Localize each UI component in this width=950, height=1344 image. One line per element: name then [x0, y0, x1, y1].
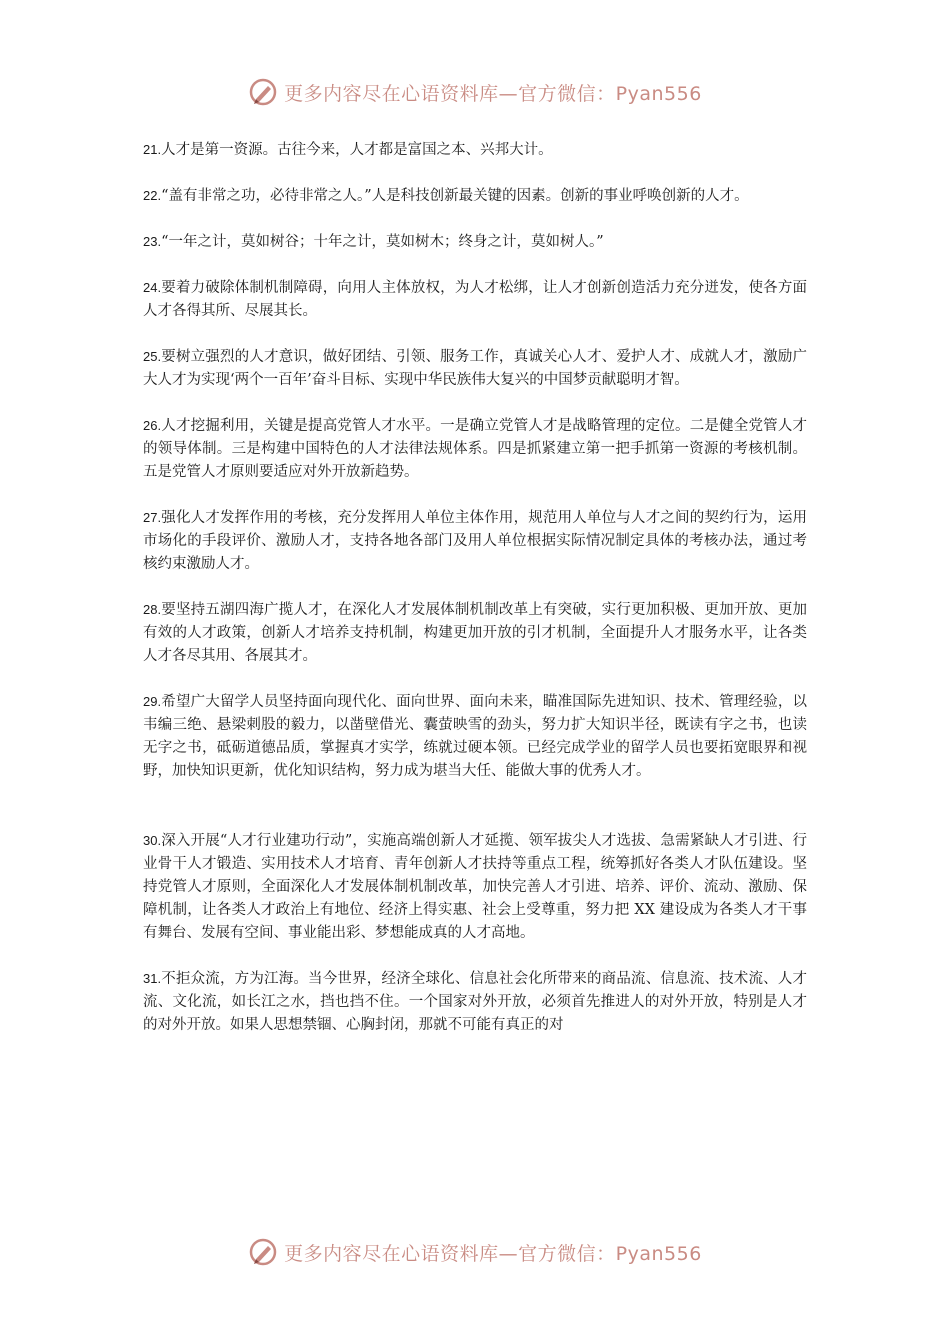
- paragraph-number: 30.: [143, 833, 162, 848]
- paragraph-number: 29.: [143, 694, 162, 709]
- footer-watermark-banner: [0, 1232, 950, 1272]
- paragraph-text: 要坚持五湖四海广揽人才，在深化人才发展体制机制改革上有突破，实行更加积极、更加开放、更加有效的人才政策，创新人才培养支持机制，构建更加开放的引才机制，全面提升人才服务水平，让各类人才各尽其用、各展其才。: [143, 602, 807, 664]
- paragraph-text: 深入开展“人才行业建功行动”，实施高端创新人才延揽、领军拔尖人才选拔、急需紧缺人才引进、行业骨干人才锻造、实用技术人才培育、青年创新人才扶持等重点工程，统筹抓好各类人才队伍建设。坚持党管人才原则，全面深化人才发展体制机制改革，加快完善人才引进、培养、评价、流动、激励、保障机制，让各类人才政治上有地位、经济上得实惠、社会上受尊重，努力把 XX 建设成为各类人才干事有舞台、发展有空间、事业能出彩、梦想能成真的人才高地。: [143, 833, 807, 941]
- paragraph-25: [143, 345, 807, 392]
- paragraph-number: 28.: [143, 602, 162, 617]
- pen-logo-icon: [248, 77, 278, 107]
- paragraph-text: 要树立强烈的人才意识，做好团结、引领、服务工作，真诚关心人才、爱护人才、成就人才，激励广大人才为实现‘两个一百年’奋斗目标、实现中华民族伟大复兴的中国梦贡献聪明才智。: [143, 349, 807, 388]
- footer-banner-text: 更多内容尽在心语资料库—官方微信：Pyan556: [284, 1242, 702, 1265]
- paragraph-23: [143, 230, 807, 254]
- paragraph-number: 22.: [143, 188, 162, 203]
- paragraph-number: 27.: [143, 510, 162, 525]
- paragraph-text: “盖有非常之功，必待非常之人。”人是科技创新最关键的因素。创新的事业呼唤创新的人才。: [161, 188, 749, 204]
- paragraph-22: [143, 184, 807, 208]
- paragraph-number: 24.: [143, 280, 162, 295]
- paragraph-text: 希望广大留学人员坚持面向现代化、面向世界、面向未来，瞄准国际先进知识、技术、管理经验，以韦编三绝、悬梁刺股的毅力，以凿壁借光、囊萤映雪的劲头，努力扩大知识半径，既读有字之书，也读无字之书，砥砺道德品质，掌握真才实学，练就过硬本领。已经完成学业的留学人员也要拓宽眼界和视野，加快知识更新，优化知识结构，努力成为堪当大任、能做大事的优秀人才。: [143, 694, 807, 779]
- pen-logo-icon: [248, 1237, 278, 1267]
- paragraph-text: 不拒众流，方为江海。当今世界，经济全球化、信息社会化所带来的商品流、信息流、技术流、人才流、文化流，如长江之水，挡也挡不住。一个国家对外开放，必须首先推进人的对外开放，特别是人才的对外开放。如果人思想禁锢、心胸封闭，那就不可能有真正的对: [143, 971, 807, 1033]
- header-banner-text: 更多内容尽在心语资料库—官方微信：Pyan556: [284, 82, 702, 105]
- paragraph-number: 23.: [143, 234, 162, 249]
- paragraph-number: 21.: [143, 142, 162, 157]
- document-body: [143, 138, 807, 1059]
- paragraph-27: [143, 506, 807, 576]
- paragraph-text: 要着力破除体制机制障碍，向用人主体放权，为人才松绑，让人才创新创造活力充分迸发，使各方面人才各得其所、尽展其长。: [143, 280, 807, 319]
- paragraph-number: 25.: [143, 349, 162, 364]
- paragraph-28: [143, 598, 807, 668]
- paragraph-24: [143, 276, 807, 323]
- paragraph-text: 人才挖掘利用，关键是提高党管人才水平。一是确立党管人才是战略管理的定位。二是健全党管人才的领导体制。三是构建中国特色的人才法律法规体系。四是抓紧建立第一把手抓第一资源的考核机制。五是党管人才原则要适应对外开放新趋势。: [143, 418, 807, 480]
- header-watermark-banner: [0, 72, 950, 112]
- paragraph-29: [143, 690, 807, 783]
- paragraph-26: [143, 414, 807, 484]
- paragraph-text: 强化人才发挥作用的考核，充分发挥用人单位主体作用，规范用人单位与人才之间的契约行为，运用市场化的手段评价、激励人才，支持各地各部门及用人单位根据实际情况制定具体的考核办法，通过考核约束激励人才。: [143, 510, 807, 572]
- paragraph-31: [143, 967, 807, 1037]
- paragraph-21: [143, 138, 807, 162]
- paragraph-30: [143, 829, 807, 945]
- paragraph-number: 26.: [143, 418, 162, 433]
- paragraph-text: “一年之计，莫如树谷；十年之计，莫如树木；终身之计，莫如树人。”: [161, 234, 604, 250]
- paragraph-number: 31.: [143, 971, 162, 986]
- paragraph-text: 人才是第一资源。古往今来，人才都是富国之本、兴邦大计。: [161, 142, 553, 158]
